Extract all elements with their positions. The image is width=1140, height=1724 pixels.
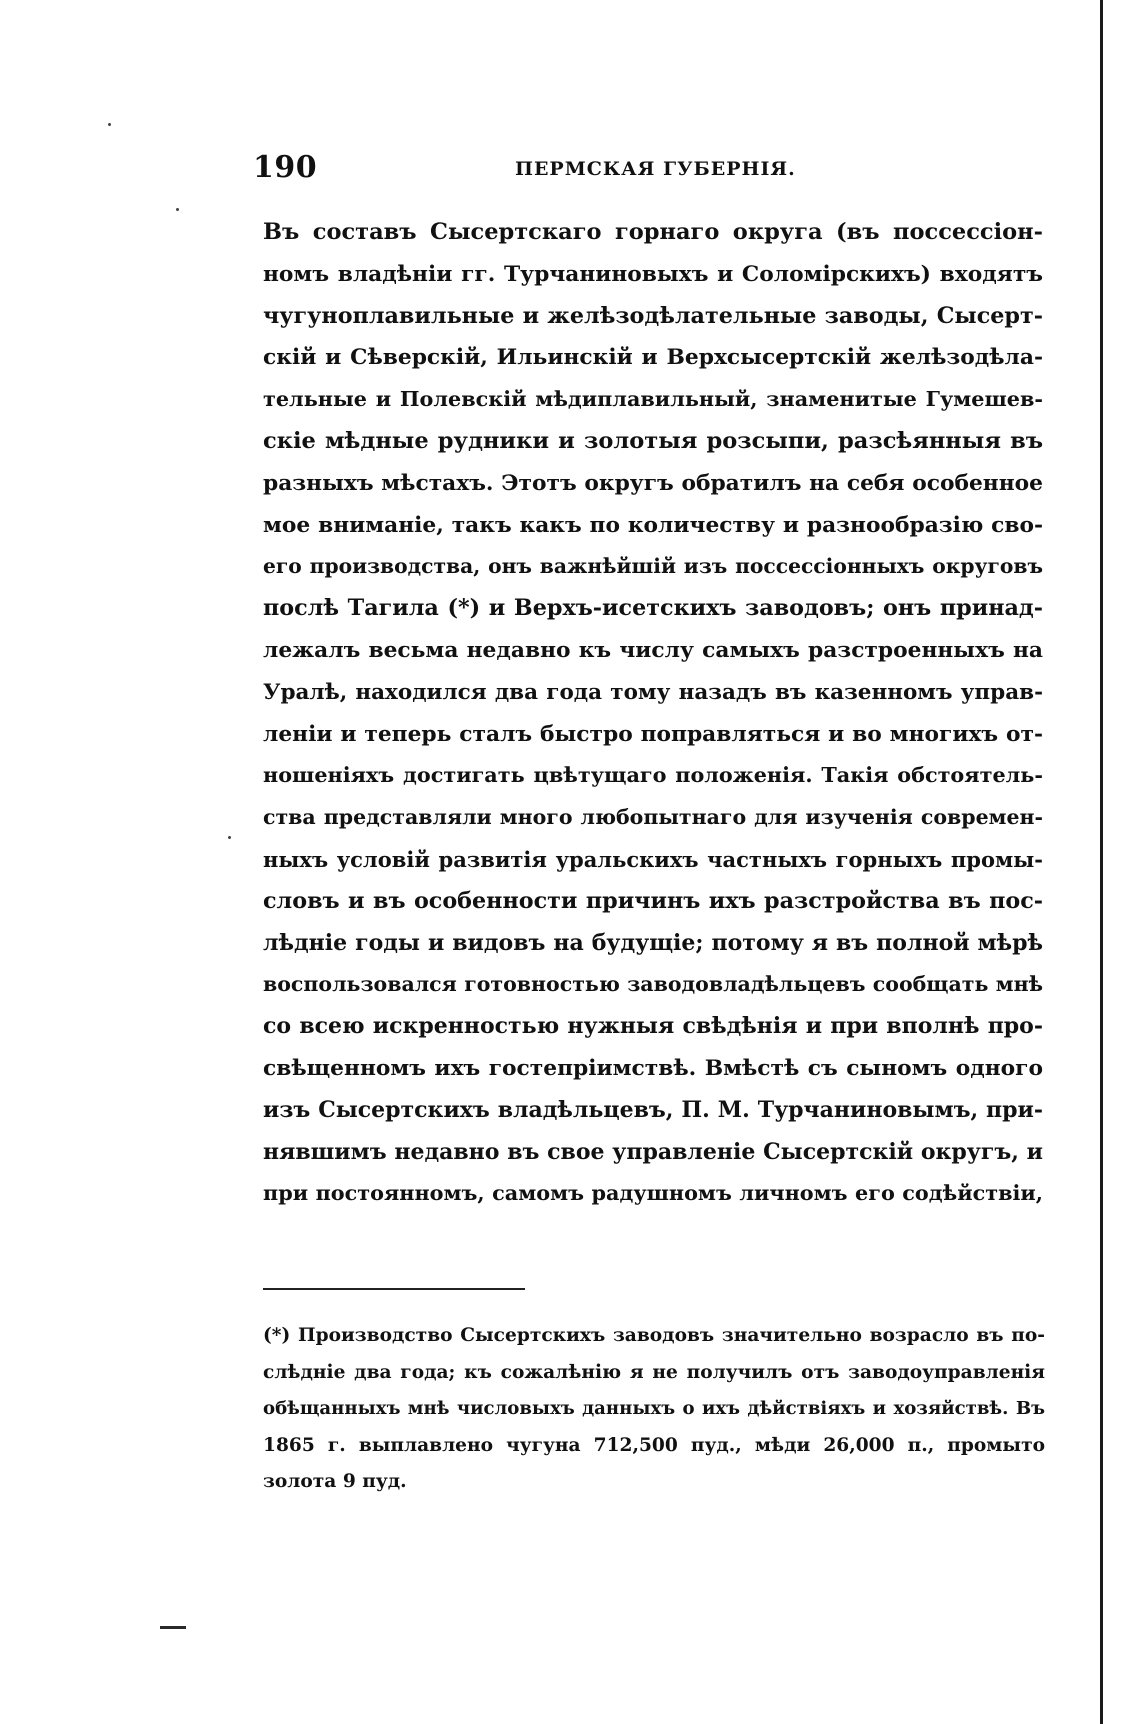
text-line: нявшимъ недавно въ свое управленіе Сысертскій округъ, и (263, 1138, 1043, 1165)
text-line: Уралѣ, находился два года тому назадъ въ казенномъ управ- (263, 679, 1043, 705)
text-line: чугуноплавильные и желѣзодѣлательные заводы, Сысерт- (263, 302, 1043, 329)
page-edge-rule (1100, 0, 1103, 1724)
text-line: ношеніяхъ достигать цвѣтущаго положенія. Такія обстоятель- (263, 763, 1043, 788)
scan-speck (176, 208, 179, 211)
footnote-line: слѣдніе два года; къ сожалѣнію я не получилъ отъ заводоуправленія (263, 1361, 1045, 1383)
text-line: послѣ Тагила (*) и Верхъ-исетскихъ заводовъ; онъ принад- (263, 595, 1043, 622)
footnote-line: обѣщанныхъ мнѣ числовыхъ данныхъ о ихъ дѣйствіяхъ и хозяйствѣ. Въ (263, 1398, 1045, 1419)
text-line: разныхъ мѣстахъ. Этотъ округъ обратилъ на себя особенное (263, 470, 1043, 496)
text-line: со всею искренностью нужныя свѣдѣнія и при вполнѣ про- (263, 1013, 1043, 1040)
text-line: мое вниманіе, такъ какъ по количеству и разнообразію сво- (263, 512, 1043, 538)
scan-speck (108, 123, 111, 126)
text-line: скіе мѣдные рудники и золотыя розсыпи, разсѣянныя въ (263, 427, 1043, 454)
footnote (263, 1318, 1045, 1501)
text-line: его производства, онъ важнѣйшій изъ поссессіонныхъ округовъ (263, 554, 1043, 579)
text-line: воспользовался готовностью заводовладѣльцевъ сообщать мнѣ (263, 972, 1043, 997)
body-paragraph (263, 212, 1043, 1215)
text-line: леніи и теперь сталъ быстро поправляться и во многихъ от- (263, 721, 1043, 747)
footnote-line: золота 9 пуд. (263, 1471, 407, 1492)
text-line: свѣщенномъ ихъ гостепріимствѣ. Вмѣстѣ съ сыномъ одного (263, 1055, 1043, 1081)
text-line: лежалъ весьма недавно къ числу самыхъ разстроенныхъ на (263, 637, 1043, 663)
running-head: ПЕРМСКАЯ ГУБЕРНІЯ. (515, 158, 796, 180)
text-line: ства представляли много любопытнаго для изученія современ- (263, 805, 1043, 830)
text-line: номъ владѣніи гг. Турчаниновыхъ и Соломірскихъ) входятъ (263, 261, 1043, 287)
footnote-line: 1865 г. выплавлено чугуна 712,500 пуд., мѣди 26,000 п., промыто (263, 1434, 1045, 1456)
page-number: 190 (253, 150, 318, 185)
text-line: Въ составъ Сысертскаго горнаго округа (въ поссессіон- (263, 219, 1043, 245)
text-line: тельные и Полевскій мѣдиплавильный, знаменитые Гумешев- (263, 387, 1043, 412)
page-header (253, 150, 1043, 194)
text-line: скій и Сѣверскій, Ильинскій и Верхсысертскій желѣзодѣла- (263, 345, 1043, 371)
footnote-divider (263, 1288, 525, 1290)
footnote-line: (*) Производство Сысертскихъ заводовъ значительно возрасло въ по- (263, 1325, 1045, 1346)
text-line: при постоянномъ, самомъ радушномъ личномъ его содѣйствіи, (263, 1181, 1043, 1206)
margin-mark (160, 1626, 186, 1629)
scan-speck (228, 836, 231, 839)
text-line: словъ и въ особенности причинъ ихъ разстройства въ пос- (263, 887, 1043, 914)
text-line: ныхъ условій развитія уральскихъ частныхъ горныхъ промы- (263, 846, 1043, 872)
text-line: изъ Сысертскихъ владѣльцевъ, П. М. Турчаниновымъ, при- (263, 1096, 1043, 1123)
text-line: лѣдніе годы и видовъ на будущіе; потому я въ полной мѣрѣ (263, 929, 1043, 956)
